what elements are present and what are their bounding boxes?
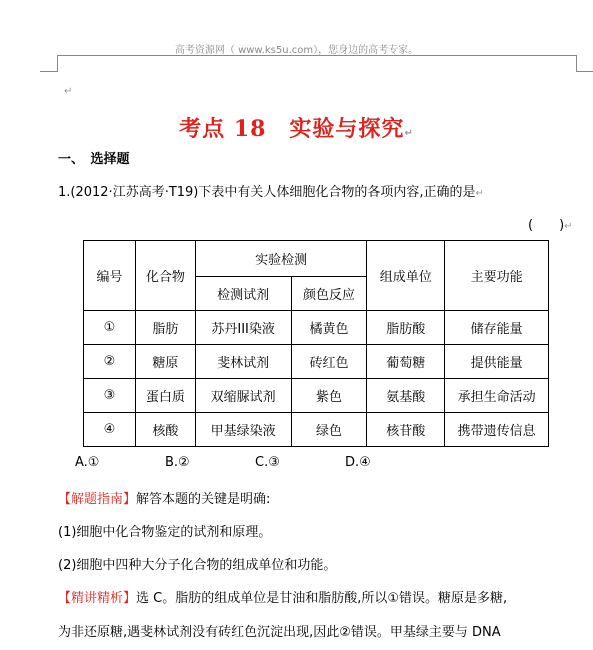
option-b: B.②	[165, 455, 190, 470]
question-body: 1.(2012·江苏高考·T19)下表中有关人体细胞化合物的各项内容,正确的是	[58, 185, 476, 200]
guide-text: 解答本题的关键是明确:	[136, 492, 271, 507]
header-cell: 化合物	[135, 241, 195, 311]
analysis-label: 【精讲精析】	[58, 591, 137, 606]
table-cell: ④	[84, 413, 136, 447]
table-cell: 橘黄色	[291, 311, 367, 345]
analysis-text: 为非还原糖,遇斐林试剂没有砖红色沉淀出现,因此②错误。甲基绿主要与 DNA	[58, 625, 501, 640]
table-cell: 储存能量	[445, 311, 549, 345]
answer-options	[75, 455, 435, 470]
page-header	[0, 0, 593, 80]
header-corner-right-tick	[576, 71, 593, 72]
header-divider	[57, 55, 577, 56]
table-row	[84, 413, 549, 447]
table-header-row	[84, 241, 549, 277]
table-cell: 脂肪酸	[367, 311, 445, 345]
paragraph-mark: ↵	[404, 128, 414, 139]
table-cell: 氨基酸	[367, 379, 445, 413]
header-corner-right	[576, 55, 577, 72]
table-row	[84, 345, 549, 379]
compound-table	[83, 240, 549, 447]
subheader-cell: 颜色反应	[291, 277, 367, 311]
table-cell: 提供能量	[445, 345, 549, 379]
table-cell: 脂肪	[135, 311, 195, 345]
guide-label: 【解题指南】	[58, 492, 137, 507]
guide-point	[58, 521, 271, 540]
table-cell: 甲基绿染液	[195, 413, 291, 447]
guide-point-text: (2)细胞中四种大分子化合物的组成单位和功能。	[58, 558, 337, 573]
table-cell: 绿色	[291, 413, 367, 447]
subheader-cell: 检测试剂	[195, 277, 291, 311]
paragraph-mark: ↵	[475, 188, 484, 199]
table-cell: 糖原	[135, 345, 195, 379]
table-cell: 蛋白质	[135, 379, 195, 413]
analysis-text: 选 C。脂肪的组成单位是甘油和脂肪酸,所以①错误。糖原是多糖,	[136, 591, 508, 606]
option-a: A.①	[75, 455, 100, 470]
header-corner-left-tick	[40, 71, 57, 72]
page-title	[0, 112, 593, 143]
answer-paren-text: ( )	[528, 218, 565, 233]
table-cell: 葡萄糖	[367, 345, 445, 379]
analysis-continuation	[58, 621, 501, 640]
table-cell: 承担生命活动	[445, 379, 549, 413]
question-text	[58, 181, 484, 200]
title-text: 考点 18 实验与探究	[179, 116, 405, 142]
table-cell: 核苷酸	[367, 413, 445, 447]
table-row	[84, 379, 549, 413]
option-d: D.④	[345, 455, 371, 470]
header-cell: 编号	[84, 241, 136, 311]
section-heading	[58, 148, 130, 167]
paragraph-mark: ↵	[564, 221, 573, 232]
analysis-paragraph	[58, 587, 507, 606]
header-cell-group: 实验检测	[195, 241, 367, 277]
table-cell: ③	[84, 379, 136, 413]
table-cell: ①	[84, 311, 136, 345]
header-corner-left	[40, 55, 58, 72]
table-row	[84, 311, 549, 345]
answer-paren	[528, 214, 573, 233]
section-text: 一、 选择题	[58, 152, 130, 167]
table-cell: 核酸	[135, 413, 195, 447]
guide-point	[58, 554, 336, 573]
header-text: 高考资源网（ www.ks5u.com），您身边的高考专家。	[174, 45, 419, 56]
table-cell: 携带遗传信息	[445, 413, 549, 447]
table-cell: 苏丹III染液	[195, 311, 291, 345]
header-cell: 主要功能	[445, 241, 549, 311]
table-cell: 紫色	[291, 379, 367, 413]
table-cell: 砖红色	[291, 345, 367, 379]
option-c: C.③	[255, 455, 280, 470]
paragraph-mark: ↵	[64, 86, 73, 97]
guide-paragraph	[58, 488, 270, 507]
table-cell: 斐林试剂	[195, 345, 291, 379]
table-cell: ②	[84, 345, 136, 379]
table-cell: 双缩脲试剂	[195, 379, 291, 413]
header-cell: 组成单位	[367, 241, 445, 311]
guide-point-text: (1)细胞中化合物鉴定的试剂和原理。	[58, 525, 272, 540]
